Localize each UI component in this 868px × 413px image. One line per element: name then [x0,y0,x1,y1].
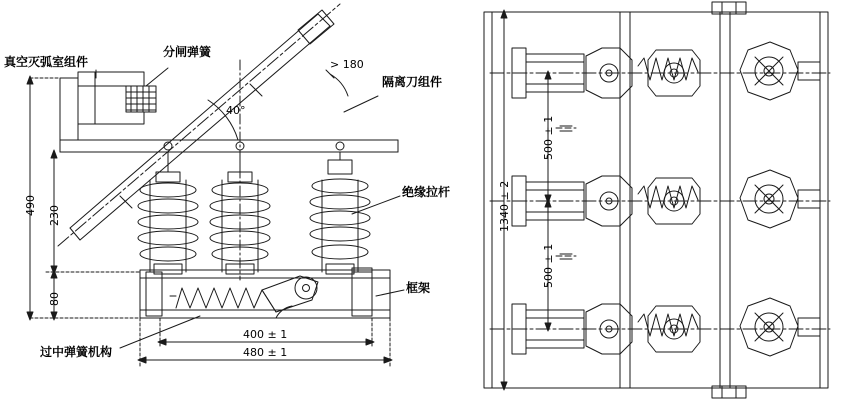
insulator-left [138,172,198,274]
pole-assembly-middle [512,170,820,228]
equal-marks [560,126,572,259]
frame-outline [484,12,828,388]
leader-spring [146,68,168,86]
dim-500-lower-label: 500 ± 1 [542,243,555,288]
callout-vacuum-interrupter: 真空灭弧室组件 [4,55,89,69]
dim-80-label: 80 [48,292,61,306]
dim-480-label: 480 ± 1 [243,346,288,359]
pole-assembly-bottom [512,298,820,356]
pole-assembly-top [512,42,820,100]
dim-490-label: 490 [24,195,37,216]
leader-rod [352,196,400,214]
insulator-right [310,160,370,274]
callout-isolating-blade: 隔离刀组件 [382,75,443,89]
left-post-housing [60,78,78,140]
right-view-drawing [460,0,868,413]
dim-490 [27,76,140,320]
dim-500-upper-label: 500 ± 1 [542,115,555,160]
callout-opening-spring: 分闸弹簧 [163,45,212,59]
over-center-lever [262,276,318,318]
dim-400-label: 400 ± 1 [243,328,288,341]
leader-blade [344,96,378,112]
callout-insulating-pull-rod: 绝缘拉杆 [402,185,451,199]
dim-230-label: 230 [48,205,61,226]
opening-spring-hatch [126,86,156,112]
over-center-spring [170,288,262,308]
angle-180-label: > 180 [330,58,364,71]
callout-over-center-spring-mechanism: 过中弹簧机构 [40,345,113,359]
blade-centerline [58,4,340,246]
right-elevation-view [460,0,868,413]
dim-1340-label: 1340 ± 2 [498,180,511,232]
callout-frame: 框架 [406,281,431,295]
angle-180-arc [326,70,348,96]
pole-centerlines [490,73,830,329]
angle-40-label: 40° [226,104,246,117]
